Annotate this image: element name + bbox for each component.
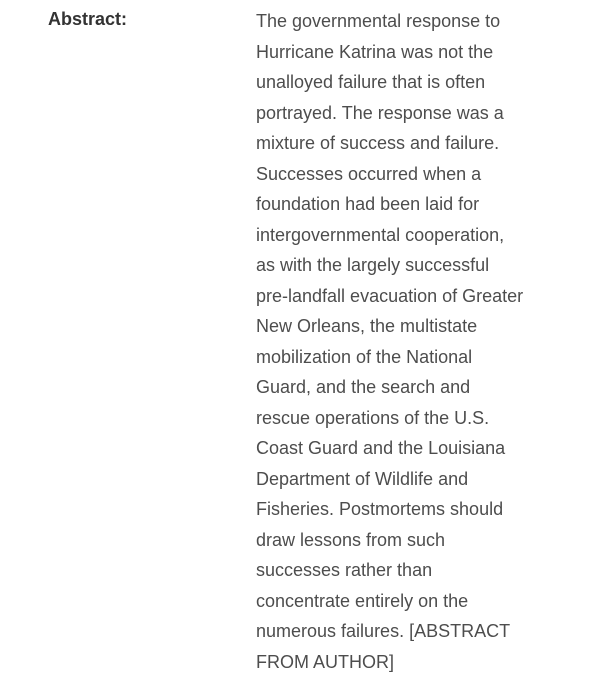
abstract-line: Fisheries. Postmortems should — [256, 499, 504, 519]
abstract-line: portrayed. The response was a — [256, 102, 504, 123]
abstract-text — [256, 6, 571, 677]
abstract-line: FROM AUTHOR] — [256, 651, 394, 672]
abstract-line: intergovernmental cooperation, — [256, 224, 505, 245]
abstract-line: The governmental response to — [256, 11, 501, 31]
abstract-line: draw lessons from such — [256, 529, 446, 550]
abstract-line: Guard, and the search and — [256, 377, 471, 397]
abstract-line: pre-landfall evacuation of Greater — [256, 285, 524, 306]
abstract-line: numerous failures. [ABSTRACT — [256, 621, 511, 641]
abstract-line: as with the largely successful — [256, 255, 490, 275]
abstract-line: successes rather than — [256, 560, 433, 580]
abstract-line: Coast Guard and the Louisiana — [256, 438, 506, 458]
abstract-line: unalloyed failure that is often — [256, 72, 486, 92]
abstract-line: New Orleans, the multistate — [256, 316, 478, 336]
abstract-line: mixture of success and failure. — [256, 133, 500, 153]
abstract-line: Hurricane Katrina was not the — [256, 41, 494, 62]
abstract-line: Department of Wildlife and — [256, 468, 469, 489]
abstract-line: concentrate entirely on the — [256, 590, 469, 611]
abstract-line: mobilization of the National — [256, 346, 473, 367]
abstract-line: foundation had been laid for — [256, 194, 480, 214]
abstract-line: Successes occurred when a — [256, 163, 482, 184]
abstract-label: Abstract: — [48, 9, 128, 29]
abstract-line: rescue operations of the U.S. — [256, 407, 490, 428]
